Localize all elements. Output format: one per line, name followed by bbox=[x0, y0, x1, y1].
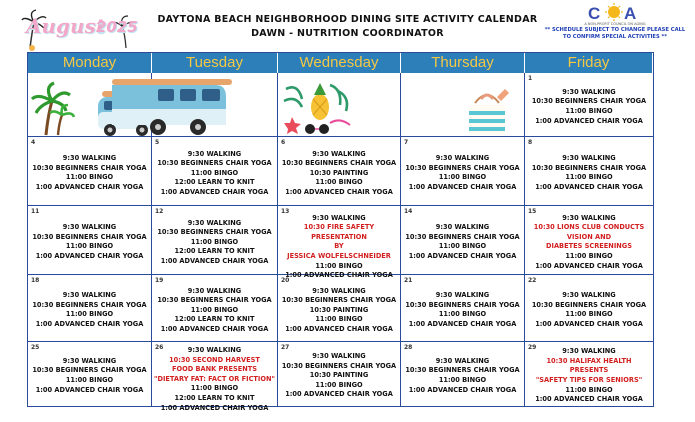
activity-line: 11:00 BINGO bbox=[315, 380, 363, 389]
activity-list bbox=[525, 88, 653, 126]
day-header-tuesday: Tuesday bbox=[152, 53, 278, 73]
day-number: 26 bbox=[155, 344, 164, 351]
special-event-line: 10:30 SECOND HARVEST bbox=[169, 355, 260, 364]
activity-line: 1:00 ADVANCED CHAIR YOGA bbox=[285, 187, 393, 196]
activity-line: 10:30 BEGINNERS CHAIR YOGA bbox=[157, 159, 272, 168]
svg-text:C: C bbox=[588, 4, 601, 23]
empty-day-cell bbox=[401, 73, 525, 137]
activity-line: 10:30 BEGINNERS CHAIR YOGA bbox=[405, 163, 520, 172]
activity-line: 11:00 BINGO bbox=[190, 384, 239, 393]
activity-line: 10:30 BEGINNERS CHAIR YOGA bbox=[531, 300, 647, 309]
day-header-wednesday: Wednesday bbox=[278, 53, 401, 73]
activity-line: 10:30 PAINTING bbox=[309, 371, 369, 380]
day-number: 6 bbox=[281, 139, 286, 146]
special-event-line: 10:30 HALIFAX HEALTH bbox=[546, 356, 632, 365]
day-header-friday: Friday bbox=[525, 53, 653, 73]
activity-line: 11:00 BINGO bbox=[438, 310, 487, 319]
activity-line: 9:30 WALKING bbox=[435, 291, 490, 300]
activity-list bbox=[278, 352, 400, 400]
empty-day-cell bbox=[278, 73, 401, 137]
activity-line: 10:30 BEGINNERS CHAIR YOGA bbox=[405, 232, 520, 241]
day-cell-22 bbox=[525, 275, 653, 342]
activity-list bbox=[28, 357, 151, 395]
activity-line: 1:00 ADVANCED CHAIR YOGA bbox=[285, 271, 393, 280]
activity-list bbox=[28, 154, 151, 192]
activity-line: 1:00 ADVANCED CHAIR YOGA bbox=[408, 320, 517, 329]
activity-line: 9:30 WALKING bbox=[187, 218, 242, 227]
activity-list bbox=[401, 357, 524, 395]
day-cell-26 bbox=[152, 342, 278, 412]
activity-line: 9:30 WALKING bbox=[62, 154, 117, 163]
activity-line: 10:30 BEGINNERS CHAIR YOGA bbox=[405, 300, 520, 309]
activity-line: 9:30 WALKING bbox=[62, 356, 117, 365]
activity-list bbox=[152, 287, 277, 335]
coa-tagline: A NON-PROFIT COUNCIL ON AGING bbox=[584, 22, 646, 26]
day-cell-8 bbox=[525, 137, 653, 206]
activity-line: 11:00 BINGO bbox=[65, 310, 114, 319]
activity-line: 1:00 ADVANCED CHAIR YOGA bbox=[408, 385, 517, 394]
activity-list bbox=[401, 154, 524, 192]
activity-line: 1:00 ADVANCED CHAIR YOGA bbox=[285, 324, 393, 333]
activity-line: 9:30 WALKING bbox=[562, 347, 616, 356]
coa-logo bbox=[540, 2, 690, 54]
day-cell-18 bbox=[28, 275, 152, 342]
special-event-line: DIABETES SCREENINGS bbox=[546, 242, 632, 251]
day-cell-19 bbox=[152, 275, 278, 342]
day-number: 15 bbox=[528, 208, 537, 215]
day-number: 29 bbox=[528, 344, 537, 351]
activity-list bbox=[28, 223, 151, 261]
special-event-line: BY bbox=[334, 242, 344, 251]
activity-line: 11:00 BINGO bbox=[565, 310, 613, 319]
activity-list bbox=[525, 347, 653, 405]
page-header bbox=[0, 0, 695, 52]
activity-line: 11:00 BINGO bbox=[565, 173, 613, 182]
day-number: 12 bbox=[155, 208, 164, 215]
day-number: 27 bbox=[281, 344, 290, 351]
activity-line: 9:30 WALKING bbox=[312, 149, 366, 158]
august-logo bbox=[22, 4, 142, 50]
activity-line: 9:30 WALKING bbox=[435, 356, 490, 365]
day-number: 21 bbox=[404, 277, 413, 284]
activity-line: 10:30 BEGINNERS CHAIR YOGA bbox=[157, 296, 272, 305]
day-header-monday: Monday bbox=[28, 53, 152, 73]
activity-line: 1:00 ADVANCED CHAIR YOGA bbox=[535, 261, 643, 270]
day-cell-21 bbox=[401, 275, 525, 342]
activity-list bbox=[152, 219, 277, 267]
svg-text:A: A bbox=[624, 4, 637, 23]
activity-line: 11:00 BINGO bbox=[190, 237, 239, 246]
coa-mark-icon bbox=[580, 2, 650, 22]
activity-line: 11:00 BINGO bbox=[65, 173, 114, 182]
activity-line: 11:00 BINGO bbox=[438, 242, 487, 251]
activity-line: 11:00 BINGO bbox=[315, 315, 363, 324]
activity-line: 1:00 ADVANCED CHAIR YOGA bbox=[408, 183, 517, 192]
day-cell-12 bbox=[152, 206, 278, 275]
activity-line: 10:30 BEGINNERS CHAIR YOGA bbox=[531, 97, 647, 106]
activity-line: 12:00 LEARN TO KNIT bbox=[174, 315, 255, 324]
activity-line: 9:30 WALKING bbox=[562, 154, 616, 163]
special-event-line: "DIETARY FAT: FACT OR FICTION" bbox=[154, 374, 275, 383]
activity-list bbox=[28, 291, 151, 329]
activity-line: 1:00 ADVANCED CHAIR YOGA bbox=[535, 116, 643, 125]
special-event-line: PRESENTS bbox=[569, 366, 609, 375]
special-event-line: 10:30 FIRE SAFETY PRESENTATION bbox=[303, 223, 375, 241]
activity-line: 10:30 BEGINNERS CHAIR YOGA bbox=[281, 361, 397, 370]
activity-line: 1:00 ADVANCED CHAIR YOGA bbox=[160, 403, 269, 412]
special-event-line: 10:30 LIONS CLUB CONDUCTS bbox=[533, 223, 645, 232]
day-cell-5 bbox=[152, 137, 278, 206]
activity-line: 9:30 WALKING bbox=[312, 352, 366, 360]
day-number: 5 bbox=[155, 139, 160, 146]
activity-line: 11:00 BINGO bbox=[565, 252, 613, 261]
day-cell-1 bbox=[525, 73, 653, 137]
activity-line: 11:00 BINGO bbox=[438, 173, 487, 182]
activity-line: 9:30 WALKING bbox=[562, 87, 616, 96]
activity-line: 1:00 ADVANCED CHAIR YOGA bbox=[35, 385, 144, 394]
activity-list bbox=[525, 154, 653, 192]
logo-year: 2025 bbox=[96, 18, 138, 36]
activity-line: 11:00 BINGO bbox=[315, 178, 363, 187]
special-event-line: VISION AND bbox=[566, 232, 612, 241]
activity-line: 11:00 BINGO bbox=[315, 261, 363, 270]
van-art bbox=[152, 75, 272, 141]
activity-line: 9:30 WALKING bbox=[435, 154, 490, 163]
activity-line: 10:30 BEGINNERS CHAIR YOGA bbox=[32, 366, 147, 375]
activity-line: 12:00 LEARN TO KNIT bbox=[174, 247, 255, 256]
activity-line: 1:00 ADVANCED CHAIR YOGA bbox=[408, 252, 517, 261]
activity-line: 11:00 BINGO bbox=[65, 242, 114, 251]
empty-day-cell bbox=[152, 73, 278, 137]
activity-line: 10:30 BEGINNERS CHAIR YOGA bbox=[531, 163, 647, 172]
activity-line: 12:00 LEARN TO KNIT bbox=[174, 178, 255, 187]
schedule-note: ** SCHEDULE SUBJECT TO CHANGE PLEASE CALL TO CONFIRM SPECIAL ACTIVITIES ** bbox=[544, 27, 686, 40]
day-number: 20 bbox=[281, 277, 290, 284]
activity-line: 10:30 PAINTING bbox=[309, 305, 369, 314]
activity-line: 1:00 ADVANCED CHAIR YOGA bbox=[35, 183, 144, 192]
activity-line: 1:00 ADVANCED CHAIR YOGA bbox=[535, 395, 643, 404]
activity-line: 10:30 BEGINNERS CHAIR YOGA bbox=[281, 159, 397, 168]
activity-line: 1:00 ADVANCED CHAIR YOGA bbox=[535, 183, 643, 192]
day-number: 14 bbox=[404, 208, 413, 215]
day-number: 4 bbox=[31, 139, 36, 146]
day-number: 7 bbox=[404, 139, 409, 146]
page-subtitle: DAWN - NUTRITION COORDINATOR bbox=[251, 28, 444, 39]
activity-line: 9:30 WALKING bbox=[312, 213, 366, 222]
day-cell-11 bbox=[28, 206, 152, 275]
activity-list bbox=[152, 346, 277, 413]
day-cell-6 bbox=[278, 137, 401, 206]
activity-list bbox=[278, 150, 400, 198]
activity-line: 10:30 BEGINNERS CHAIR YOGA bbox=[32, 163, 147, 172]
activity-list bbox=[401, 291, 524, 329]
day-number: 19 bbox=[155, 277, 164, 284]
activity-line: 1:00 ADVANCED CHAIR YOGA bbox=[35, 320, 144, 329]
activity-line: 10:30 BEGINNERS CHAIR YOGA bbox=[157, 228, 272, 237]
activity-line: 11:00 BINGO bbox=[190, 168, 239, 177]
activity-line: 10:30 BEGINNERS CHAIR YOGA bbox=[32, 232, 147, 241]
activity-line: 1:00 ADVANCED CHAIR YOGA bbox=[160, 324, 269, 333]
day-number: 28 bbox=[404, 344, 413, 351]
activity-line: 1:00 ADVANCED CHAIR YOGA bbox=[535, 320, 643, 329]
activity-line: 1:00 ADVANCED CHAIR YOGA bbox=[285, 390, 393, 399]
activity-list bbox=[152, 150, 277, 198]
activity-line: 9:30 WALKING bbox=[62, 223, 117, 232]
activity-line: 10:30 BEGINNERS CHAIR YOGA bbox=[405, 366, 520, 375]
special-event-line: FOOD BANK PRESENTS bbox=[172, 365, 257, 374]
activity-line: 1:00 ADVANCED CHAIR YOGA bbox=[160, 256, 269, 265]
day-number: 11 bbox=[31, 208, 40, 215]
activity-list bbox=[401, 223, 524, 261]
activity-line: 9:30 WALKING bbox=[187, 346, 242, 354]
page-title: DAYTONA BEACH NEIGHBORHOOD DINING SITE ACTIVITY CALENDAR bbox=[157, 14, 538, 25]
day-cell-25 bbox=[28, 342, 152, 406]
calendar-grid bbox=[27, 52, 654, 412]
day-cell-29 bbox=[525, 342, 653, 406]
activity-line: 10:30 BEGINNERS CHAIR YOGA bbox=[32, 300, 147, 309]
day-cell-13 bbox=[278, 206, 401, 280]
activity-line: 9:30 WALKING bbox=[562, 291, 616, 300]
day-cell-7 bbox=[401, 137, 525, 206]
day-number: 18 bbox=[31, 277, 40, 284]
activity-line: 12:00 LEARN TO KNIT bbox=[174, 393, 255, 402]
activity-list bbox=[278, 214, 400, 281]
activity-list bbox=[525, 214, 653, 272]
activity-line: 9:30 WALKING bbox=[435, 223, 490, 232]
beach-bag-art bbox=[457, 83, 517, 143]
activity-line: 9:30 WALKING bbox=[187, 149, 242, 158]
activity-line: 1:00 ADVANCED CHAIR YOGA bbox=[160, 187, 269, 196]
day-number: 8 bbox=[528, 139, 533, 146]
activity-line: 11:00 BINGO bbox=[565, 106, 613, 115]
day-cell-20 bbox=[278, 275, 401, 342]
special-event-line: JESSICA WOLFELSCHNEIDER bbox=[287, 252, 391, 261]
day-header-thursday: Thursday bbox=[401, 53, 525, 73]
activity-line: 9:30 WALKING bbox=[562, 213, 616, 222]
activity-line: 11:00 BINGO bbox=[565, 385, 613, 394]
activity-line: 1:00 ADVANCED CHAIR YOGA bbox=[35, 252, 144, 261]
activity-line: 11:00 BINGO bbox=[65, 375, 114, 384]
day-cell-28 bbox=[401, 342, 525, 406]
logo-month: August bbox=[26, 14, 106, 38]
day-number: 25 bbox=[31, 344, 40, 351]
activity-list bbox=[525, 291, 653, 329]
day-cell-14 bbox=[401, 206, 525, 275]
pineapple-sunglasses-art bbox=[280, 79, 360, 139]
activity-line: 10:30 PAINTING bbox=[309, 168, 369, 177]
day-number: 1 bbox=[528, 75, 533, 82]
activity-line: 9:30 WALKING bbox=[62, 291, 117, 300]
day-cell-27 bbox=[278, 342, 401, 406]
activity-line: 11:00 BINGO bbox=[190, 305, 239, 314]
activity-line: 9:30 WALKING bbox=[187, 286, 242, 295]
activity-line: 9:30 WALKING bbox=[312, 286, 366, 295]
day-cell-15 bbox=[525, 206, 653, 275]
day-number: 13 bbox=[281, 208, 290, 215]
activity-list bbox=[278, 287, 400, 335]
activity-line: 11:00 BINGO bbox=[438, 375, 487, 384]
activity-line: 10:30 BEGINNERS CHAIR YOGA bbox=[281, 296, 397, 305]
day-cell-4 bbox=[28, 137, 152, 206]
day-number: 22 bbox=[528, 277, 537, 284]
special-event-line: "SAFETY TIPS FOR SENIORS" bbox=[535, 375, 643, 384]
